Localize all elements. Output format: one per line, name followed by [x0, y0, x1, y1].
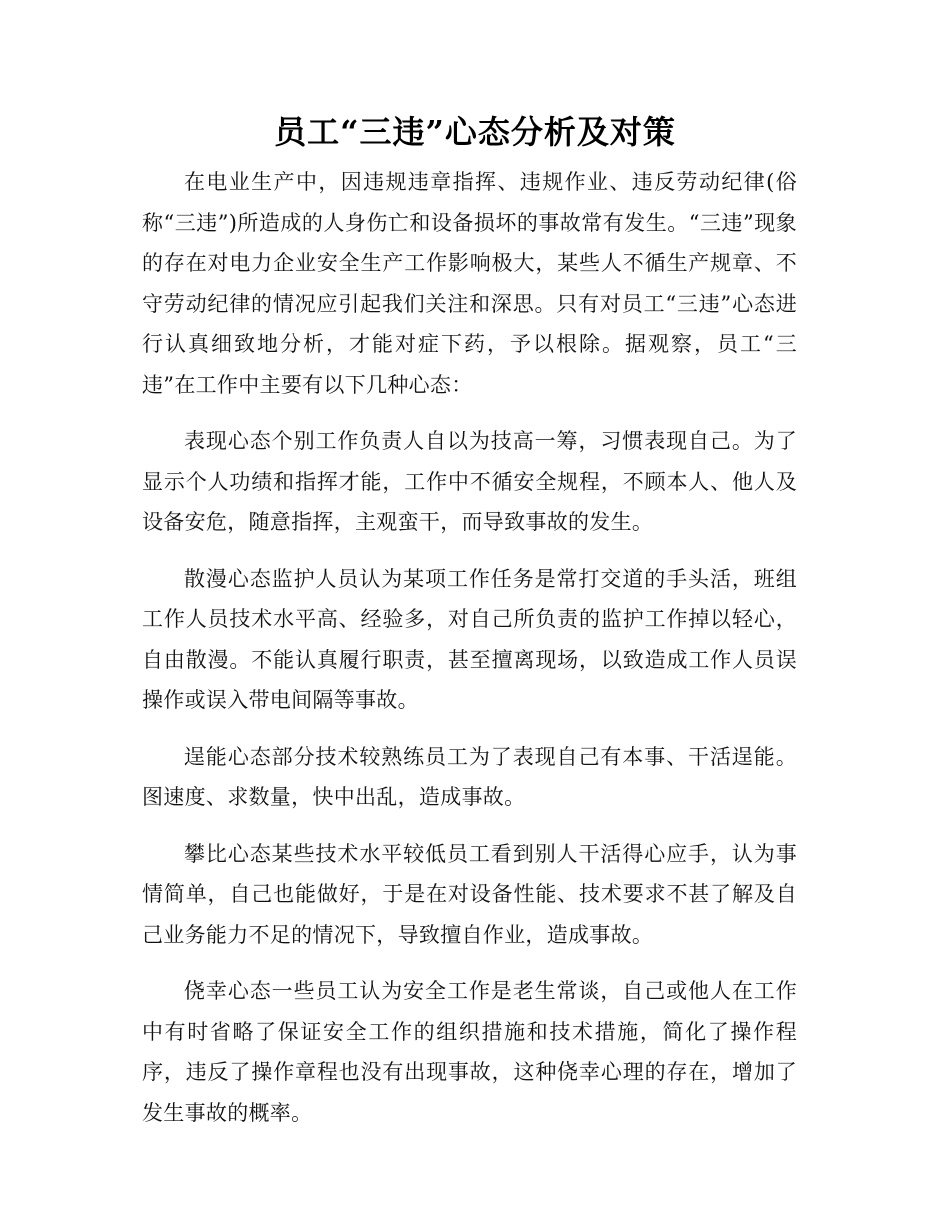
document-body [142, 162, 797, 1133]
document-title: 员工“三违”心态分析及对策 [274, 113, 676, 151]
paragraph-lax-mentality: 散漫心态监护人员认为某项工作任务是常打交道的手头活，班组工作人员技术水平高、经验多，对自己所负责的监护工作掉以轻心，自由散漫。不能认真履行职责，甚至擅离现场，以致造成工作人员误操作或误入带电间隔等事故。 [142, 566, 797, 712]
paragraph-comparison-mentality: 攀比心态某些技术水平较低员工看到别人干活得心应手，认为事情简单，自己也能做好，于是在对设备性能、技术要求不甚了解及自己业务能力不足的情况下，导致擅自作业，造成事故。 [142, 841, 797, 947]
paragraph-luck-mentality: 侥幸心态一些员工认为安全工作是老生常谈，自己或他人在工作中有时省略了保证安全工作的组织措施和技术措施，简化了操作程序，违反了操作章程也没有出现事故，这种侥幸心理的存在，增加了发生事故的概率。 [142, 979, 797, 1125]
paragraph-intro: 在电业生产中，因违规违章指挥、违规作业、违反劳动纪律(俗称“三违”)所造成的人身伤亡和设备损坏的事故常有发生。“三违”现象的存在对电力企业安全生产工作影响极大，某些人不循生产规章、不守劳动纪律的情况应引起我们关注和深思。只有对员工“三违”心态进行认真细致地分析，才能对症下药，予以根除。据观察，员工“三违”在工作中主要有以下几种心态： [142, 170, 797, 397]
paragraph-showing-ability-mentality: 逞能心态部分技术较熟练员工为了表现自己有本事、干活逞能。图速度、求数量，快中出乱，造成事故。 [142, 744, 797, 809]
paragraph-show-off-mentality: 表现心态个别工作负责人自以为技高一筹，习惯表现自己。为了显示个人功绩和指挥才能，工作中不循安全规程，不顾本人、他人及设备安危，随意指挥，主观蛮干，而导致事故的发生。 [142, 429, 797, 534]
